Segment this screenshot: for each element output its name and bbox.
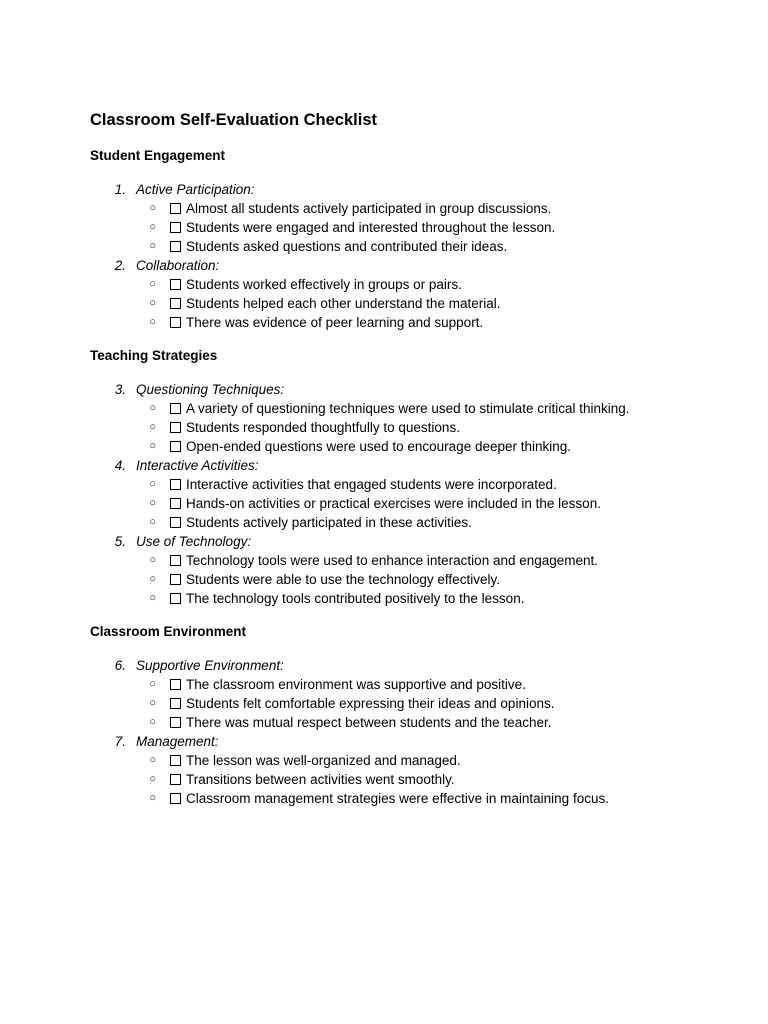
numbered-list bbox=[90, 656, 740, 808]
checkbox-icon[interactable] bbox=[170, 679, 181, 690]
group-label: Management: bbox=[136, 734, 219, 749]
checklist-item-text: Students worked effectively in groups or pairs. bbox=[186, 277, 462, 292]
hollow-circle-bullet-icon: ○ bbox=[149, 240, 156, 252]
checklist-item bbox=[90, 218, 740, 237]
checkbox-icon[interactable] bbox=[170, 717, 181, 728]
list-number-text: 2. bbox=[114, 258, 126, 273]
list-number-text: 5. bbox=[114, 534, 126, 549]
list-number bbox=[90, 732, 136, 751]
checklist-item-text: Students responded thoughtfully to questions. bbox=[186, 420, 460, 435]
group-head bbox=[90, 656, 740, 675]
checklist bbox=[90, 751, 740, 808]
checklist bbox=[90, 475, 740, 532]
list-number bbox=[90, 532, 136, 551]
checkbox-icon[interactable] bbox=[170, 422, 181, 433]
list-number bbox=[90, 456, 136, 475]
hollow-circle-bullet-icon: ○ bbox=[149, 316, 156, 328]
checklist-item bbox=[90, 437, 740, 456]
hollow-circle-bullet-icon: ○ bbox=[149, 678, 156, 690]
checklist-item-text: The technology tools contributed positively to the lesson. bbox=[186, 591, 525, 606]
checkbox-icon[interactable] bbox=[170, 203, 181, 214]
list-number bbox=[90, 180, 136, 199]
checklist-item-text: The lesson was well-organized and managed. bbox=[186, 753, 461, 768]
checkbox-icon[interactable] bbox=[170, 479, 181, 490]
sections-container bbox=[90, 146, 740, 808]
checkbox-icon[interactable] bbox=[170, 574, 181, 585]
checklist-item bbox=[90, 770, 740, 789]
checklist-item bbox=[90, 199, 740, 218]
checklist-item-text: Hands-on activities or practical exercises were included in the lesson. bbox=[186, 496, 601, 511]
checklist-item bbox=[90, 551, 740, 570]
checklist-item bbox=[90, 294, 740, 313]
document-title: Classroom Self-Evaluation Checklist bbox=[90, 111, 378, 129]
group-head bbox=[90, 532, 740, 551]
hollow-circle-bullet-icon: ○ bbox=[149, 697, 156, 709]
numbered-list-item bbox=[90, 180, 740, 256]
numbered-list-item bbox=[90, 380, 740, 456]
list-number bbox=[90, 656, 136, 675]
hollow-circle-bullet-icon: ○ bbox=[149, 402, 156, 414]
checkbox-icon[interactable] bbox=[170, 698, 181, 709]
group-label: Interactive Activities: bbox=[136, 458, 259, 473]
numbered-list-item bbox=[90, 532, 740, 608]
section bbox=[90, 346, 740, 608]
numbered-list-item bbox=[90, 456, 740, 532]
hollow-circle-bullet-icon: ○ bbox=[149, 792, 156, 804]
checklist bbox=[90, 199, 740, 256]
hollow-circle-bullet-icon: ○ bbox=[149, 297, 156, 309]
checklist-item bbox=[90, 589, 740, 608]
checklist-item-text: Students actively participated in these activities. bbox=[186, 515, 472, 530]
group-label: Questioning Techniques: bbox=[136, 382, 285, 397]
checklist bbox=[90, 399, 740, 456]
hollow-circle-bullet-icon: ○ bbox=[149, 554, 156, 566]
group-head bbox=[90, 732, 740, 751]
checklist-item-text: Transitions between activities went smoothly. bbox=[186, 772, 455, 787]
checklist bbox=[90, 551, 740, 608]
section bbox=[90, 146, 740, 332]
checklist-item bbox=[90, 513, 740, 532]
checkbox-icon[interactable] bbox=[170, 317, 181, 328]
checklist-item-text: A variety of questioning techniques were used to stimulate critical thinking. bbox=[186, 401, 630, 416]
hollow-circle-bullet-icon: ○ bbox=[149, 478, 156, 490]
checkbox-icon[interactable] bbox=[170, 555, 181, 566]
checklist-item bbox=[90, 399, 740, 418]
hollow-circle-bullet-icon: ○ bbox=[149, 592, 156, 604]
checklist-item bbox=[90, 694, 740, 713]
checkbox-icon[interactable] bbox=[170, 222, 181, 233]
checklist-item bbox=[90, 418, 740, 437]
group-head bbox=[90, 456, 740, 475]
list-number-text: 1. bbox=[114, 182, 126, 197]
checklist bbox=[90, 675, 740, 732]
checklist-item-text: Students were able to use the technology effectively. bbox=[186, 572, 500, 587]
section bbox=[90, 622, 740, 808]
checklist-item bbox=[90, 494, 740, 513]
checklist-item bbox=[90, 313, 740, 332]
checklist-item-text: Open-ended questions were used to encourage deeper thinking. bbox=[186, 439, 572, 454]
checkbox-icon[interactable] bbox=[170, 279, 181, 290]
group-label: Use of Technology: bbox=[136, 534, 252, 549]
numbered-list bbox=[90, 180, 740, 332]
checklist-item-text: Students felt comfortable expressing their ideas and opinions. bbox=[186, 696, 555, 711]
checklist bbox=[90, 275, 740, 332]
group-label: Collaboration: bbox=[136, 258, 220, 273]
hollow-circle-bullet-icon: ○ bbox=[149, 516, 156, 528]
checklist-item bbox=[90, 713, 740, 732]
hollow-circle-bullet-icon: ○ bbox=[149, 440, 156, 452]
checklist-item bbox=[90, 237, 740, 256]
group-head bbox=[90, 256, 740, 275]
checklist-item-text: The classroom environment was supportive and positive. bbox=[186, 677, 526, 692]
checklist-item-text: Almost all students actively participated in group discussions. bbox=[186, 201, 552, 216]
list-number-text: 6. bbox=[114, 658, 126, 673]
document-page bbox=[90, 108, 740, 808]
hollow-circle-bullet-icon: ○ bbox=[149, 573, 156, 585]
hollow-circle-bullet-icon: ○ bbox=[149, 716, 156, 728]
checklist-item-text: Interactive activities that engaged students were incorporated. bbox=[186, 477, 557, 492]
checklist-item-text: There was evidence of peer learning and support. bbox=[186, 315, 484, 330]
checkbox-icon[interactable] bbox=[170, 441, 181, 452]
hollow-circle-bullet-icon: ○ bbox=[149, 421, 156, 433]
checklist-item-text: There was mutual respect between students and the teacher. bbox=[186, 715, 552, 730]
hollow-circle-bullet-icon: ○ bbox=[149, 773, 156, 785]
group-head bbox=[90, 380, 740, 399]
checklist-item-text: Technology tools were used to enhance interaction and engagement. bbox=[186, 553, 599, 568]
numbered-list-item bbox=[90, 732, 740, 808]
section-heading: Student Engagement bbox=[90, 148, 226, 163]
checkbox-icon[interactable] bbox=[170, 793, 181, 804]
section-heading: Classroom Environment bbox=[90, 624, 247, 639]
checkbox-icon[interactable] bbox=[170, 241, 181, 252]
list-number bbox=[90, 380, 136, 399]
checklist-item bbox=[90, 751, 740, 770]
checklist-item-text: Students helped each other understand the material. bbox=[186, 296, 501, 311]
hollow-circle-bullet-icon: ○ bbox=[149, 221, 156, 233]
list-number-text: 7. bbox=[114, 734, 126, 749]
list-number-text: 3. bbox=[114, 382, 126, 397]
hollow-circle-bullet-icon: ○ bbox=[149, 497, 156, 509]
checkbox-icon[interactable] bbox=[170, 774, 181, 785]
numbered-list-item bbox=[90, 256, 740, 332]
checkbox-icon[interactable] bbox=[170, 517, 181, 528]
checkbox-icon[interactable] bbox=[170, 498, 181, 509]
checklist-item-text: Students were engaged and interested throughout the lesson. bbox=[186, 220, 556, 235]
checkbox-icon[interactable] bbox=[170, 403, 181, 414]
list-number-text: 4. bbox=[114, 458, 126, 473]
checkbox-icon[interactable] bbox=[170, 593, 181, 604]
numbered-list bbox=[90, 380, 740, 608]
numbered-list-item bbox=[90, 656, 740, 732]
checkbox-icon[interactable] bbox=[170, 755, 181, 766]
hollow-circle-bullet-icon: ○ bbox=[149, 278, 156, 290]
checklist-item-text: Students asked questions and contributed their ideas. bbox=[186, 239, 508, 254]
checklist-item-text: Classroom management strategies were effective in maintaining focus. bbox=[186, 791, 609, 806]
group-label: Supportive Environment: bbox=[136, 658, 284, 673]
list-number bbox=[90, 256, 136, 275]
checklist-item bbox=[90, 275, 740, 294]
checklist-item bbox=[90, 675, 740, 694]
group-head bbox=[90, 180, 740, 199]
hollow-circle-bullet-icon: ○ bbox=[149, 202, 156, 214]
hollow-circle-bullet-icon: ○ bbox=[149, 754, 156, 766]
checklist-item bbox=[90, 789, 740, 808]
section-heading: Teaching Strategies bbox=[90, 348, 218, 363]
checklist-item bbox=[90, 475, 740, 494]
group-label: Active Participation: bbox=[136, 182, 255, 197]
checklist-item bbox=[90, 570, 740, 589]
checkbox-icon[interactable] bbox=[170, 298, 181, 309]
